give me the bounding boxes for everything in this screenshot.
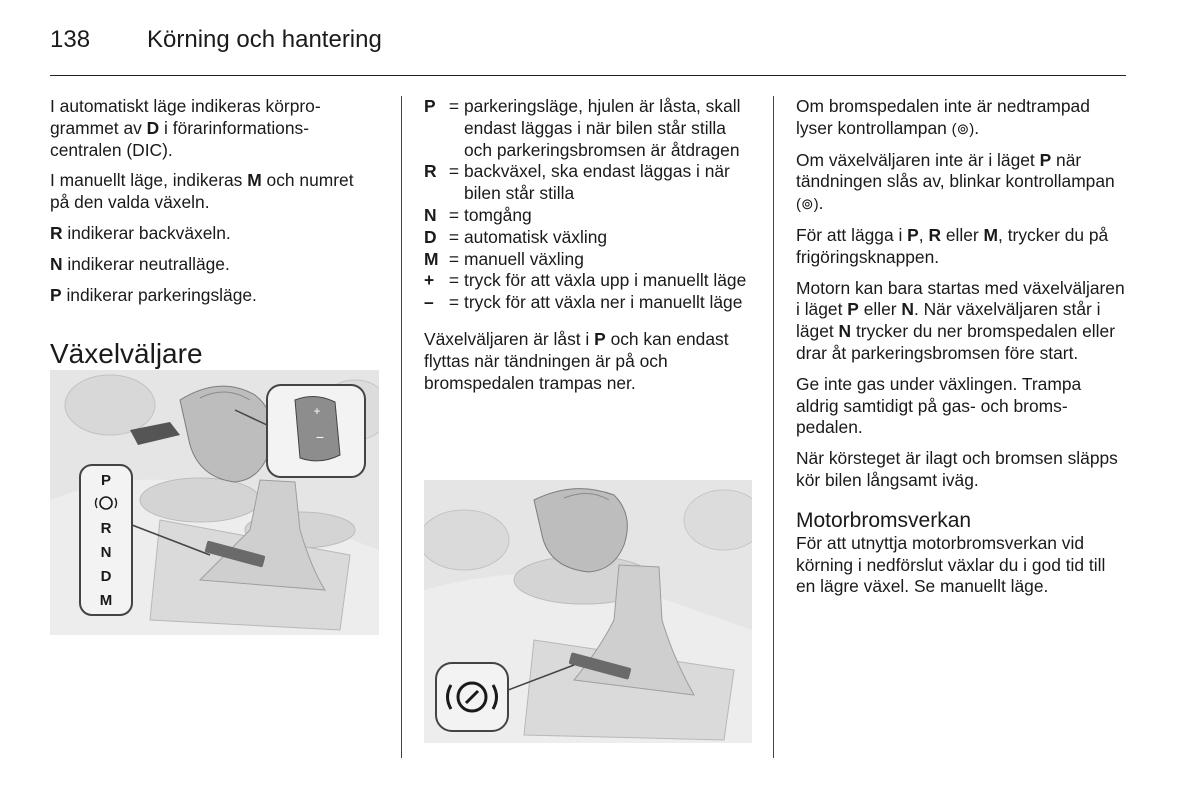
indicator-letter-n: N bbox=[100, 544, 112, 561]
indicator-letter-m: M bbox=[99, 592, 113, 609]
paragraph-ignition-off: Om växelväljaren inte är i läget P när tändningen slås av, blinkar kontrollampan (⊚). bbox=[796, 149, 1115, 214]
definition-item: M = manuell växling bbox=[424, 248, 584, 269]
indicator-letter-r: R bbox=[100, 520, 112, 537]
paragraph-engine-braking: För att utnyttja motorbromsverkan vid körning i nedförslut växlar du i god tid till en lägre växel. Se manuellt läge. bbox=[796, 532, 1106, 597]
paragraph-no-gas: Ge inte gas under växlingen. Trampa aldrig samtidigt på gas- och bromspedalen. bbox=[796, 373, 1082, 438]
paragraph-selector-locked: Växelväljaren är låst i P och kan endast flyttas när tändningen är på och bromspedalen trampas ner. bbox=[424, 328, 729, 393]
page-number: 138 bbox=[50, 26, 91, 53]
minus-label: − bbox=[315, 429, 325, 445]
paragraph-reverse: R indikerar backväxeln. bbox=[50, 222, 231, 243]
subheading-engine-braking: Motorbromsverkan bbox=[796, 508, 972, 532]
paragraph-release-button: För att lägga i P, R eller M, trycker du på frigöringsknappen. bbox=[796, 224, 1109, 267]
gear-selector-illustration bbox=[50, 370, 379, 635]
paragraph-neutral: N indikerar neutralläge. bbox=[50, 253, 230, 274]
paragraph-park: P indikerar parkeringsläge. bbox=[50, 284, 257, 305]
paragraph-auto-mode: I automatiskt läge indikeras körprogrammet av D i förarinformationscentralen (DIC). bbox=[50, 96, 321, 160]
definition-item: + = tryck för att växla upp i manuellt läge bbox=[424, 270, 747, 291]
definition-list bbox=[424, 96, 752, 314]
column-2 bbox=[424, 96, 752, 403]
paragraph-manual-mode: I manuellt läge, indikeras M och numret på den valda växeln. bbox=[50, 170, 354, 213]
figure-gear-selector-brake bbox=[424, 480, 752, 743]
page-title: Körning och hantering bbox=[147, 26, 382, 53]
definition-item: P = parkeringsläge, hjulen är låsta, skall endast läggas i när bilen står stilla och parkeringsbromsen är åtdragen bbox=[424, 96, 741, 160]
definition-item: D = automatisk växling bbox=[424, 226, 608, 247]
definition-item: – = tryck för att växla ner i manuellt läge bbox=[424, 292, 743, 313]
indicator-letter-p: P bbox=[100, 472, 112, 489]
figure-gear-selector-manual bbox=[50, 370, 379, 635]
section-heading-gear-selector: Växelväljare bbox=[50, 338, 203, 370]
gear-selector-illustration-2 bbox=[424, 480, 752, 743]
paragraph-creep: När körsteget är ilagt och bromsen släpps kör bilen långsamt iväg. bbox=[796, 448, 1118, 490]
plus-label: + bbox=[313, 404, 321, 418]
column-rule-1 bbox=[401, 96, 402, 758]
column-1 bbox=[50, 96, 372, 371]
paragraph-brake-light: Om bromspedalen inte är nedtrampad lyser kontrollampan (⊚). bbox=[796, 96, 1090, 138]
header-rule bbox=[50, 75, 1126, 76]
definition-item: R = backväxel, ska endast läggas i när bilen står stilla bbox=[424, 161, 730, 204]
paragraph-engine-start: Motorn kan bara startas med växelväljaren i läget P eller N. När växelväljaren står i läget N trycker du ner bromspedalen eller drar åt parkeringsbromsen före start. bbox=[796, 277, 1125, 363]
brake-warning-icon: (⊚) bbox=[951, 120, 975, 138]
column-3 bbox=[796, 96, 1128, 607]
definition-item: N = tomgång bbox=[424, 204, 532, 225]
brake-warning-icon: (⊚) bbox=[796, 196, 819, 214]
indicator-letter-d: D bbox=[100, 568, 112, 585]
column-rule-2 bbox=[773, 96, 774, 758]
